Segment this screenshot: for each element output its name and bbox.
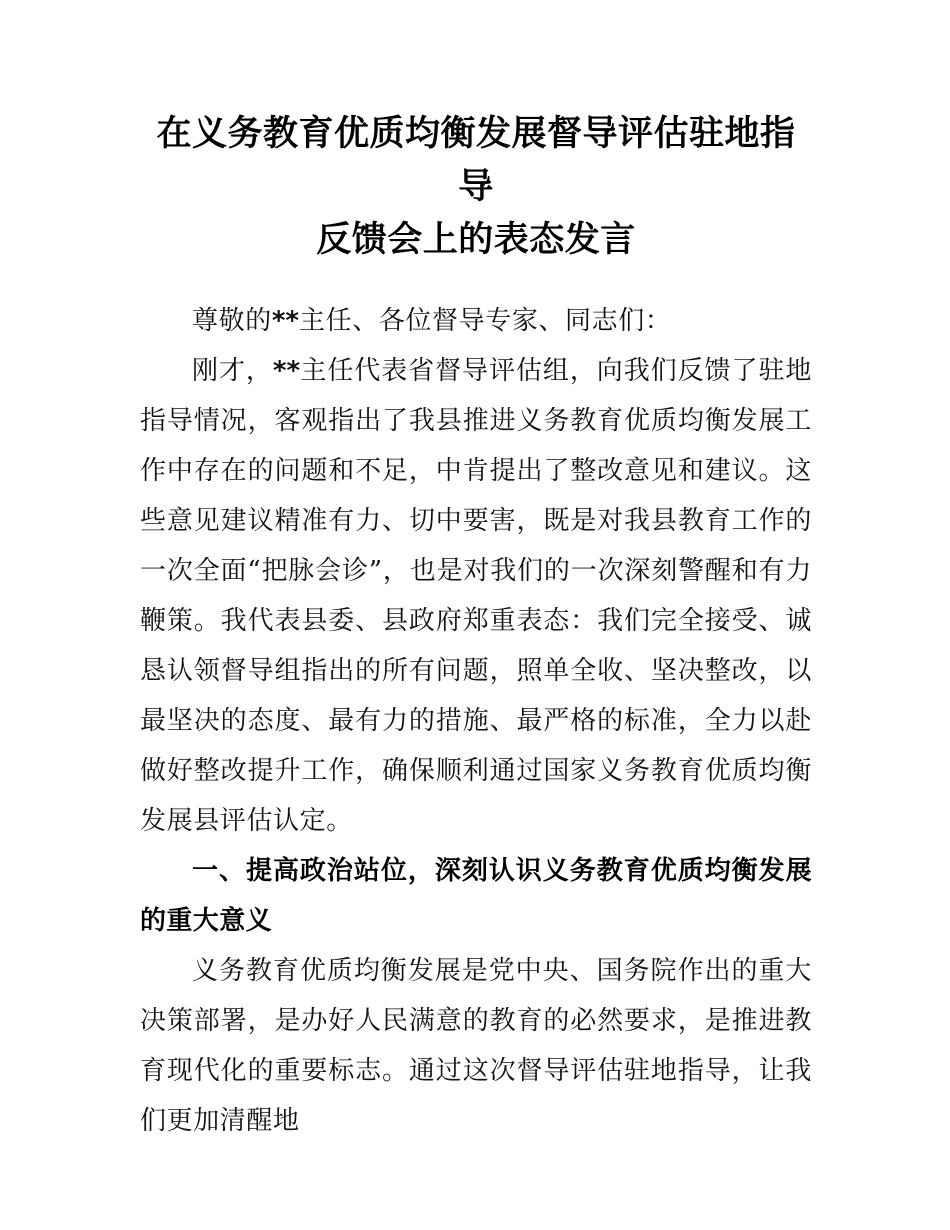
paragraph-opening — [140, 346, 812, 846]
salutation-suffix: 主任、各位督导专家、同志们： — [299, 306, 672, 336]
redacted-name-asterisks: ** — [271, 306, 300, 336]
redacted-name-asterisks: ** — [272, 356, 301, 386]
section-heading-1: 一、提高政治站位，深刻认识义务教育优质均衡发展的重大意义 — [140, 856, 812, 936]
paragraph-1-body: 主任代表省督导评估组，向我们反馈了驻地指导情况，客观指出了我县推进义务教育优质均衡发展工作中存在的问题和不足，中肯提出了整改意见和建议。这些意见建议精准有力、切中要害，既是对我县教育工作的一次全面“把脉会诊”，也是对我们的一次深刻警醒和有力鞭策。我代表县委、县政府郑重表态：我们完全接受、诚恳认领督导组指出的所有问题，照单全收、坚决整改，以最坚决的态度、最有力的措施、最严格的标准，全力以赴做好整改提升工作，确保顺利通过国家义务教育优质均衡发展县评估认定。 — [140, 356, 812, 836]
paragraph-section-1-body: 义务教育优质均衡发展是党中央、国务院作出的重大决策部署，是办好人民满意的教育的必然要求，是推进教育现代化的重要标志。通过这次督导评估驻地指导，让我们更加清醒地 — [140, 956, 812, 1136]
page-title — [140, 108, 812, 267]
title-line-1: 在义务教育优质均衡发展督导评估驻地指导 — [156, 114, 796, 207]
title-line-2: 反馈会上的表态发言 — [316, 220, 636, 260]
paragraph-1-prefix: 刚才， — [192, 356, 273, 386]
document-content — [140, 296, 812, 1146]
salutation-line — [140, 296, 812, 346]
salutation-prefix: 尊敬的 — [192, 306, 272, 336]
